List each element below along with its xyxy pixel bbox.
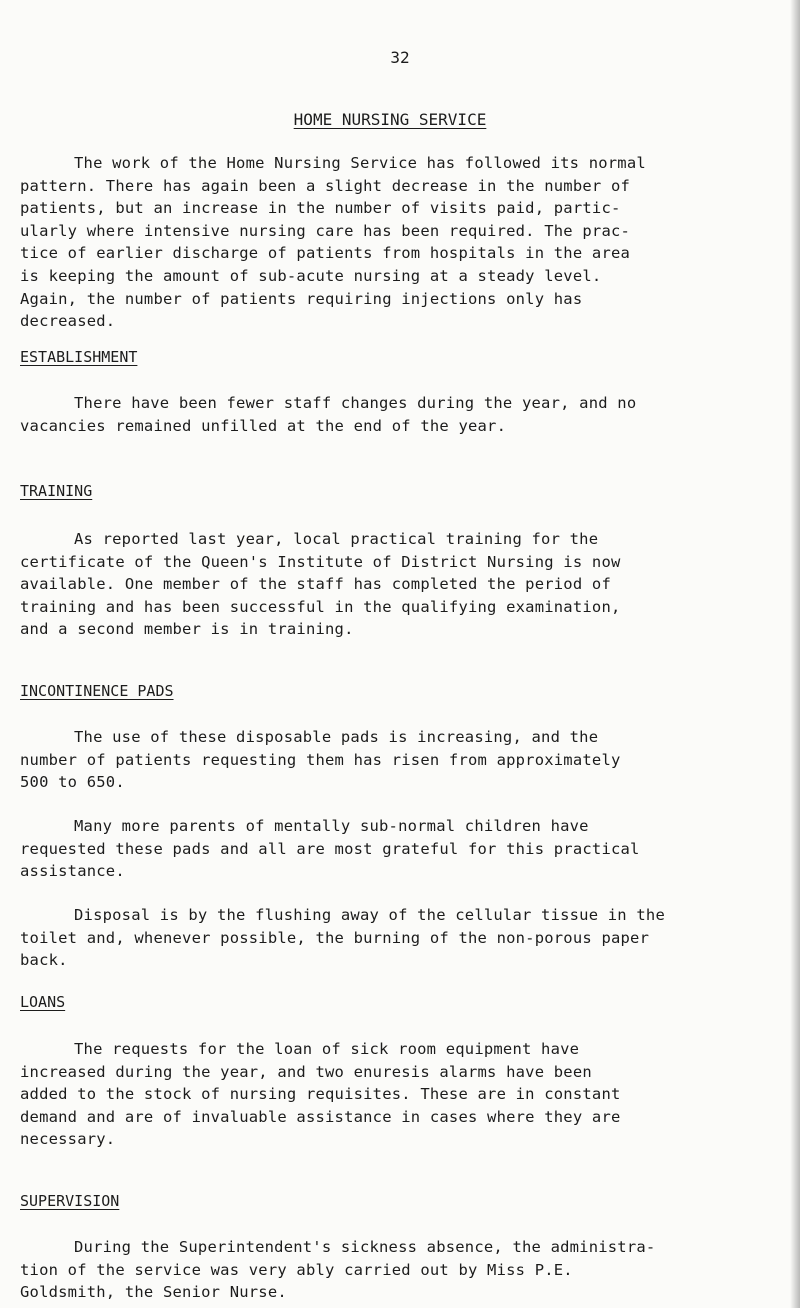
page-title: HOME NURSING SERVICE <box>293 110 487 129</box>
loans-paragraph: The requests for the loan of sick room equipment have increased during the year, and two enuresis alarms have been added to the stock of nursing requisites. These are in constant demand and are of invaluable assistance in cases where they are necessary. <box>20 1040 621 1149</box>
incontinence-paragraph-1: The use of these disposable pads is increasing, and the number of patients requesting them has risen from approximately 500 to 650. <box>20 728 621 792</box>
incontinence-paragraph-2: Many more parents of mentally sub-normal children have requested these pads and all are most grateful for this practical assistance. <box>20 817 640 881</box>
page-edge-shadow <box>790 0 800 1308</box>
heading-incontinence-pads: INCONTINENCE PADS <box>20 682 174 700</box>
intro-paragraph: The work of the Home Nursing Service has followed its normal pattern. There has again been a slight decrease in the number of patients, but an increase in the number of visits paid, partic- ularly where intensive nursing care has been required. The prac- tice of earlier discharge of patients from hospitals in the area is keeping the amount of sub-acute nursing at a steady level. Again, the number of patients requiring injections only has decreased. <box>20 154 646 331</box>
establishment-paragraph: There have been fewer staff changes during the year, and no vacancies remained unfilled at the end of the year. <box>20 394 637 435</box>
incontinence-paragraph-3: Disposal is by the flushing away of the cellular tissue in the toilet and, whenever possible, the burning of the non-porous paper back. <box>20 906 665 970</box>
training-paragraph: As reported last year, local practical training for the certificate of the Queen's Institute of District Nursing is now available. One member of the staff has completed the period of training and has been successful in the qualifying examination, and a second member is in training. <box>20 530 621 639</box>
supervision-paragraph: During the Superintendent's sickness absence, the administra- tion of the service was very ably carried out by Miss P.E. Goldsmith, the Senior Nurse. <box>20 1238 656 1302</box>
heading-supervision: SUPERVISION <box>20 1192 120 1210</box>
heading-loans: LOANS <box>20 993 66 1011</box>
heading-training: TRAINING <box>20 482 93 500</box>
heading-establishment: ESTABLISHMENT <box>20 348 138 366</box>
page-number: 32 <box>390 48 410 67</box>
